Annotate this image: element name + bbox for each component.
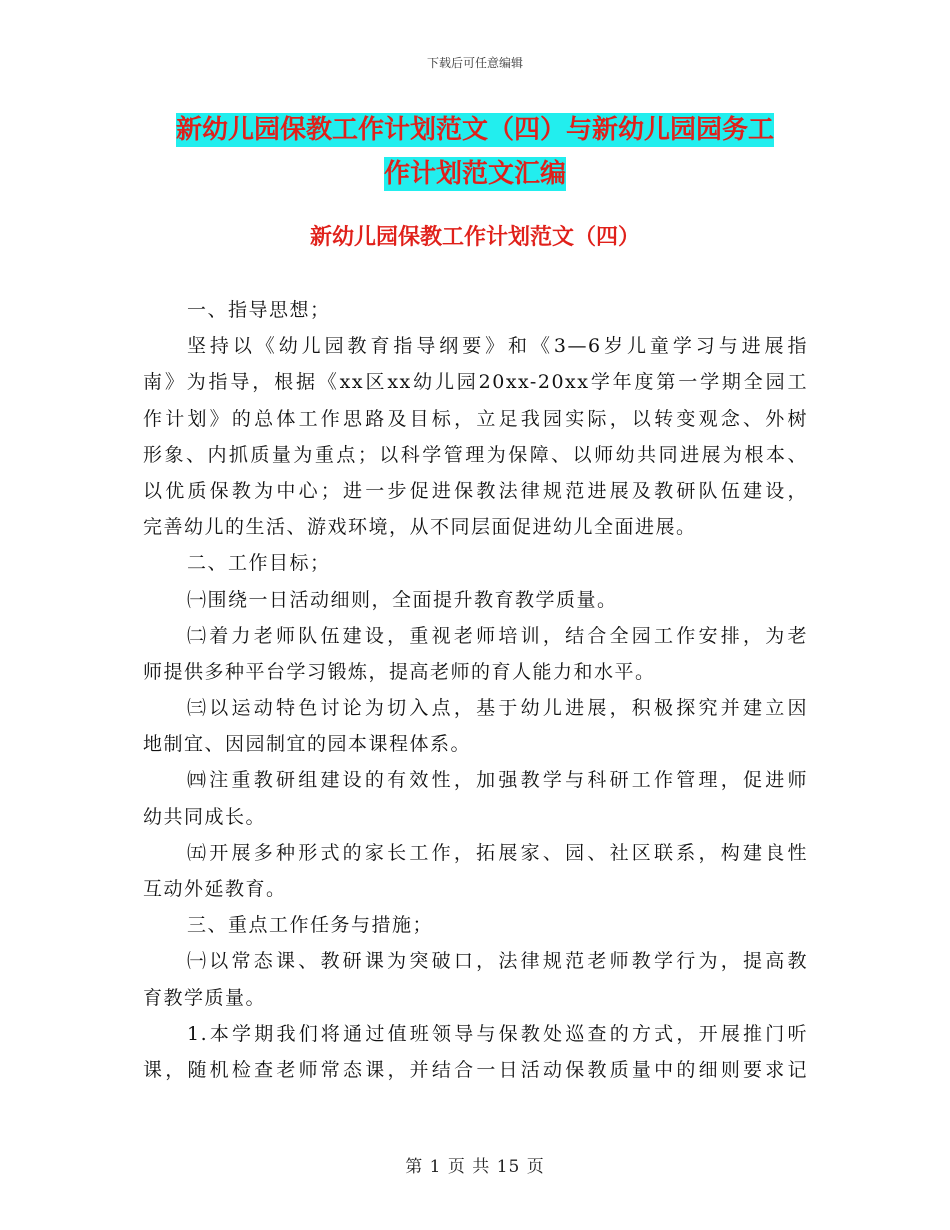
- body-line: 互动外延教育。: [143, 878, 287, 900]
- body-line: 二、工作目标；: [187, 552, 331, 575]
- body-line: 育教学质量。: [143, 986, 267, 1009]
- document-title: [150, 108, 800, 196]
- body-line: 一、指导思想；: [187, 299, 331, 321]
- document-title-line-1: 新幼儿园保教工作计划范文（四）与新幼儿园园务工: [175, 115, 774, 145]
- body-line: ㈢以运动特色讨论为切入点，基于幼儿进展，积极探究并建立因: [187, 697, 808, 720]
- header-note: 下载后可任意编辑: [426, 56, 523, 70]
- document-title-line-2: 作计划范文汇编: [383, 159, 566, 189]
- section-title: 新幼儿园保教工作计划范文（四）: [309, 225, 640, 250]
- footer-total-pages: 15: [496, 1157, 521, 1177]
- body-text: [143, 292, 808, 1088]
- body-line: 1.本学期我们将通过值班领导与保教处巡查的方式，开展推门听: [187, 1022, 808, 1045]
- footer-page-number: 1: [429, 1157, 442, 1177]
- footer-suffix: 页: [526, 1157, 545, 1177]
- body-line: 完善幼儿的生活、游戏环境，从不同层面促进幼儿全面进展。: [143, 516, 697, 539]
- footer-prefix: 第: [405, 1157, 424, 1177]
- page-footer: [0, 1152, 950, 1177]
- body-line: 坚持以《幼儿园教育指导纲要》和《3—6岁儿童学习与进展指: [187, 335, 808, 358]
- body-line: ㈠围绕一日活动细则，全面提升教育教学质量。: [187, 588, 618, 611]
- body-line: ㈠以常态课、教研课为突破口，法律规范老师教学行为，提高教: [187, 950, 808, 973]
- body-line: 作计划》的总体工作思路及目标，立足我园实际，以转变观念、外树: [143, 407, 808, 430]
- body-line: 师提供多种平台学习锻炼，提高老师的育人能力和水平。: [143, 660, 656, 683]
- footer-mid: 页 共: [447, 1157, 491, 1177]
- body-line: ㈣注重教研组建设的有效性，加强教学与科研工作管理，促进师: [187, 769, 808, 792]
- body-line: 地制宜、因园制宜的园本课程体系。: [143, 733, 472, 756]
- body-line: ㈤开展多种形式的家长工作，拓展家、园、社区联系，构建良性: [187, 841, 808, 864]
- body-line: 以优质保教为中心；进一步促进保教法律规范进展及教研队伍建设，: [143, 479, 808, 502]
- body-line: 南》为指导，根据《xx区xx幼儿园20xx-20xx学年度第一学期全园工: [143, 371, 808, 394]
- body-line: 课，随机检查老师常态课，并结合一日活动保教质量中的细则要求记: [143, 1058, 808, 1081]
- body-line: 形象、内抓质量为重点；以科学管理为保障、以师幼共同进展为根本、: [143, 443, 808, 466]
- body-line: 幼共同成长。: [143, 805, 267, 828]
- body-line: ㈡着力老师队伍建设，重视老师培训，结合全园工作安排，为老: [187, 624, 808, 647]
- body-line: 三、重点工作任务与措施；: [187, 914, 434, 937]
